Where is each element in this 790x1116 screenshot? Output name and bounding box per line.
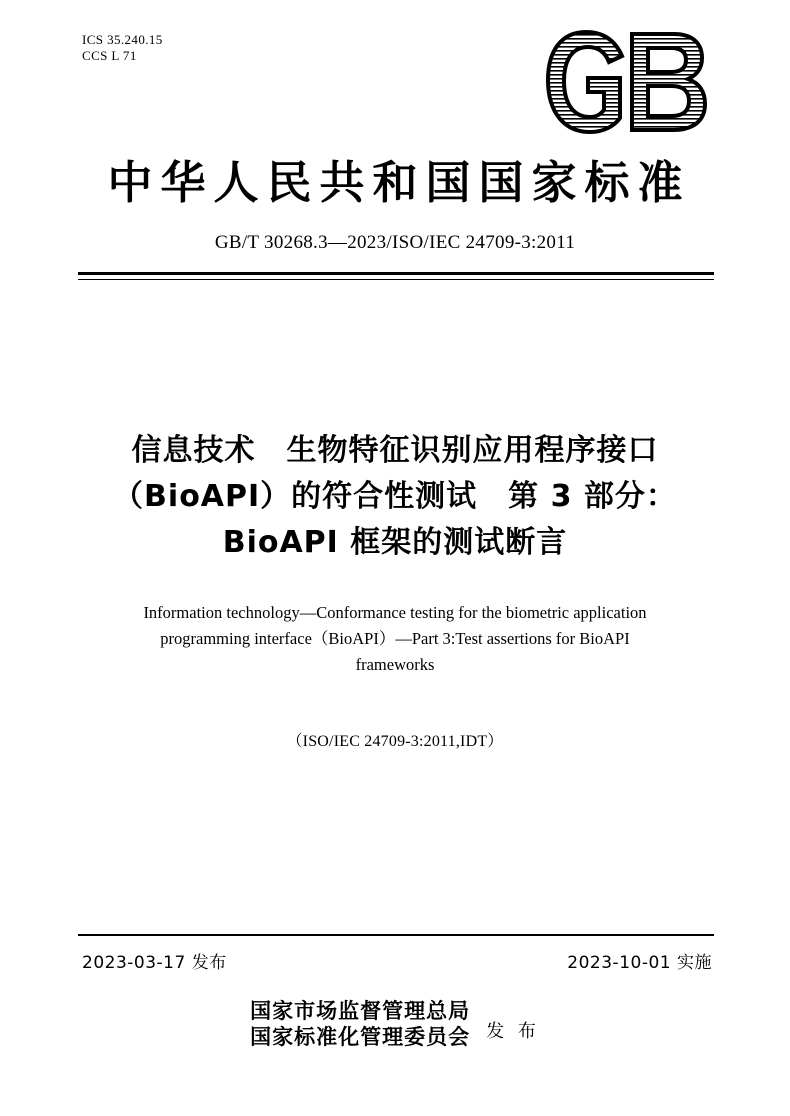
- issue-date: 2023-03-17 发布: [82, 953, 227, 973]
- classification-codes: [82, 32, 163, 64]
- divider-thick-top: [78, 272, 714, 275]
- title-en-line-2: programming interface（BioAPI）—Part 3:Test assertions for BioAPI: [160, 629, 630, 648]
- gb-emblem-icon: [542, 26, 712, 138]
- standard-number: GB/T 30268.3—2023/ISO/IEC 24709-3:2011: [214, 232, 576, 253]
- title-cn-line-1: 信息技术 生物特征识别应用程序接口: [131, 433, 659, 468]
- document-title-english: [95, 600, 695, 678]
- divider-thin-top: [78, 279, 714, 280]
- ccs-code: CCS L 71: [82, 48, 137, 63]
- ics-code: ICS 35.240.15: [82, 32, 163, 47]
- title-en-line-3: frameworks: [355, 655, 435, 674]
- implementation-date: 2023-10-01 实施: [567, 953, 712, 973]
- issuer-line-1: 国家市场监督管理总局: [250, 999, 471, 1023]
- issuer-names: [250, 998, 470, 1050]
- page-title: 中华人民共和国国家标准: [107, 156, 691, 209]
- issuing-authorities: [0, 998, 790, 1050]
- title-en-line-1: Information technology—Conformance testing for the biometric application: [143, 603, 647, 622]
- divider-footer: [78, 934, 714, 936]
- issue-label: 发 布: [486, 1021, 540, 1042]
- title-cn-line-3: BioAPI 框架的测试断言: [222, 525, 568, 560]
- adoption-note: （ISO/IEC 24709-3:2011,IDT）: [286, 733, 504, 750]
- issuer-line-2: 国家标准化管理委员会: [250, 1025, 471, 1049]
- document-title-chinese: [60, 428, 730, 566]
- title-cn-line-2: （BioAPI）的符合性测试 第 3 部分：: [113, 479, 677, 514]
